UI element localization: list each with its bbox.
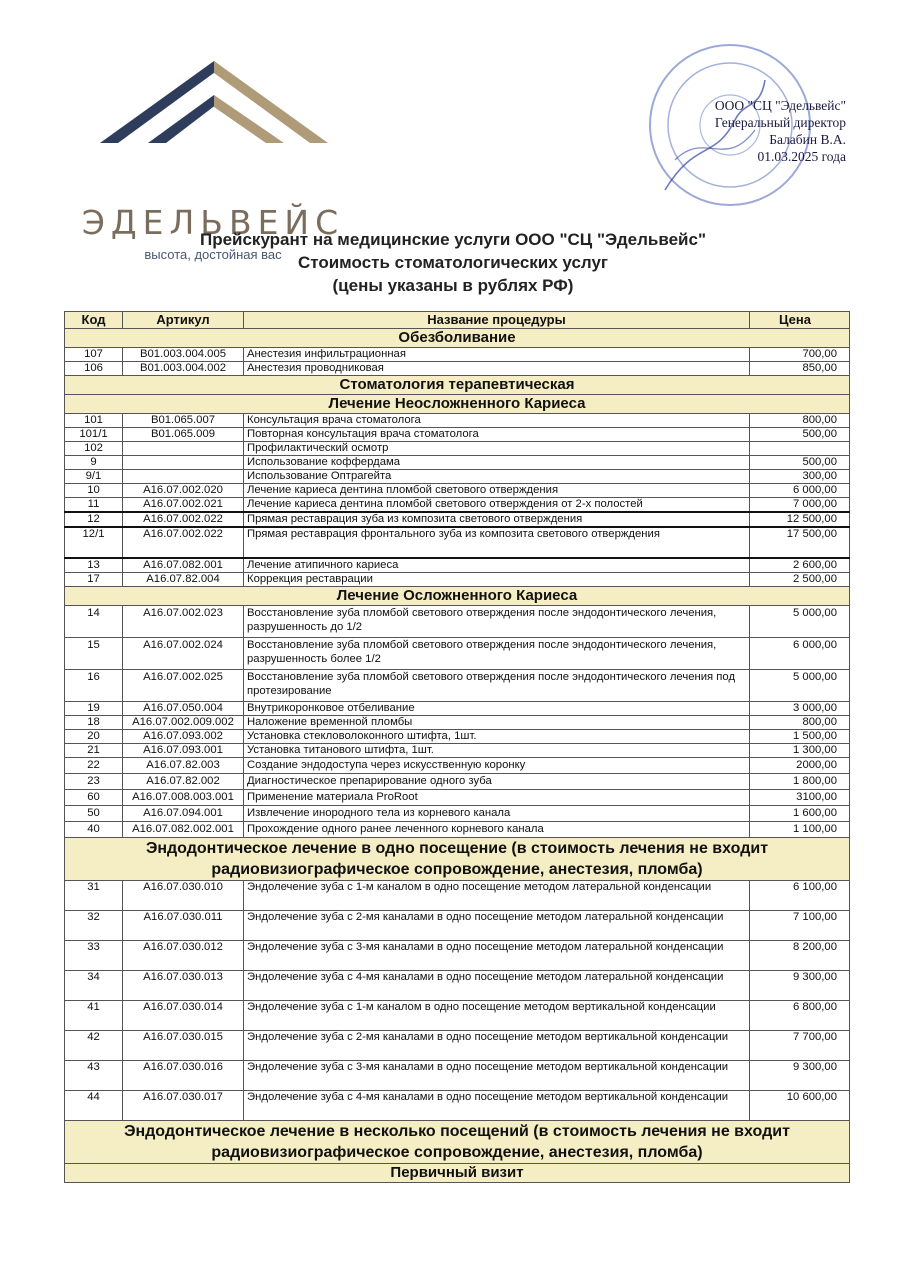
row-name: Эндолечение зуба с 1-м каналом в одно посещение методом латеральной конденсации (244, 881, 750, 911)
table-row (65, 512, 850, 527)
row-code: 19 (65, 702, 123, 716)
row-code: 18 (65, 716, 123, 730)
row-code: 17 (65, 573, 123, 587)
section-title: Эндодонтическое лечение в несколько посещений (в стоимость лечения не входит радиовизиографическое сопровождение, анестезия, пломба) (65, 1121, 850, 1164)
table-row (65, 573, 850, 587)
heading-line-2: Стоимость стоматологических услуг (297, 253, 609, 272)
row-code: 102 (65, 442, 123, 456)
table-row (65, 348, 850, 362)
section-header-row (65, 1164, 850, 1183)
row-name: Лечение кариеса дентина пломбой светового отверждения от 2-х полостей (244, 498, 750, 513)
row-article: A16.07.093.001 (123, 744, 244, 758)
row-code: 31 (65, 881, 123, 911)
table-row (65, 558, 850, 573)
row-article: A16.07.030.012 (123, 941, 244, 971)
table-row (65, 456, 850, 470)
section-header-row (65, 376, 850, 395)
row-name: Установка стекловолоконного штифта, 1шт. (244, 730, 750, 744)
section-title: Стоматология терапевтическая (65, 376, 850, 395)
section-title: Лечение Осложненного Кариеса (65, 587, 850, 606)
row-name: Внутрикоронковое отбеливание (244, 702, 750, 716)
row-name: Эндолечение зуба с 1-м каналом в одно посещение методом вертикальной конденсации (244, 1001, 750, 1031)
row-code: 13 (65, 558, 123, 573)
row-price: 17 500,00 (750, 527, 850, 558)
logo-tagline: высота, достойная вас (144, 247, 282, 262)
row-article: A16.07.093.002 (123, 730, 244, 744)
row-price: 9 300,00 (750, 971, 850, 1001)
row-code: 101/1 (65, 428, 123, 442)
row-article: A16.07.002.009.002 (123, 716, 244, 730)
row-price: 7 100,00 (750, 911, 850, 941)
row-code: 107 (65, 348, 123, 362)
section-title: Первичный визит (65, 1164, 850, 1183)
row-code: 40 (65, 822, 123, 838)
table-row (65, 484, 850, 498)
row-code: 41 (65, 1001, 123, 1031)
section-header-row (65, 1121, 850, 1164)
row-name: Анестезия проводниковая (244, 362, 750, 376)
row-article: A16.07.030.017 (123, 1091, 244, 1121)
row-name: Прямая реставрация фронтального зуба из композита светового отверждения (244, 527, 750, 558)
table-row (65, 498, 850, 513)
row-code: 22 (65, 758, 123, 774)
row-article: B01.065.007 (123, 414, 244, 428)
row-article: A16.07.030.016 (123, 1061, 244, 1091)
row-name: Эндолечение зуба с 2-мя каналами в одно посещение методом латеральной конденсации (244, 911, 750, 941)
row-name: Эндолечение зуба с 3-мя каналами в одно посещение методом вертикальной конденсации (244, 1061, 750, 1091)
table-row (65, 806, 850, 822)
row-code: 16 (65, 670, 123, 702)
row-name: Использование Оптрагейта (244, 470, 750, 484)
row-price: 5 000,00 (750, 670, 850, 702)
row-name: Применение материала ProRoot (244, 790, 750, 806)
section-title: Эндодонтическое лечение в одно посещение (в стоимость лечения не входит радиовизиографическое сопровождение, анестезия, пломба) (65, 838, 850, 881)
header-article: Артикул (123, 312, 244, 329)
table-row (65, 1031, 850, 1061)
row-article: A16.07.008.003.001 (123, 790, 244, 806)
row-price: 2 500,00 (750, 573, 850, 587)
row-article: A16.07.094.001 (123, 806, 244, 822)
row-price: 500,00 (750, 428, 850, 442)
row-name: Повторная консультация врача стоматолога (244, 428, 750, 442)
row-name: Лечение атипичного кариеса (244, 558, 750, 573)
section-header-row (65, 395, 850, 414)
table-row (65, 442, 850, 456)
row-article: A16.07.002.022 (123, 527, 244, 558)
row-code: 43 (65, 1061, 123, 1091)
row-code: 34 (65, 971, 123, 1001)
price-table-body (65, 329, 850, 1183)
table-row (65, 881, 850, 911)
table-row (65, 774, 850, 790)
row-article: A16.07.82.002 (123, 774, 244, 790)
row-article (123, 456, 244, 470)
row-price: 6 800,00 (750, 1001, 850, 1031)
row-name: Профилактический осмотр (244, 442, 750, 456)
row-code: 21 (65, 744, 123, 758)
row-article: A16.07.82.004 (123, 573, 244, 587)
row-name: Наложение временной пломбы (244, 716, 750, 730)
row-price: 6 000,00 (750, 638, 850, 670)
row-name: Использование коффердама (244, 456, 750, 470)
row-price: 8 200,00 (750, 941, 850, 971)
header-price: Цена (750, 312, 850, 329)
row-price: 5 000,00 (750, 606, 850, 638)
approval-line: Балабин В.А. (769, 132, 846, 147)
row-price: 1 300,00 (750, 744, 850, 758)
row-code: 11 (65, 498, 123, 513)
document-heading (0, 228, 906, 297)
table-header-row (65, 312, 850, 329)
section-title: Обезболивание (65, 329, 850, 348)
row-name: Установка титанового штифта, 1шт. (244, 744, 750, 758)
row-price: 6 000,00 (750, 484, 850, 498)
table-row (65, 702, 850, 716)
row-article (123, 442, 244, 456)
row-article: B01.003.004.005 (123, 348, 244, 362)
approval-line: ООО "СЦ "Эдельвейс" (714, 98, 846, 113)
table-row (65, 362, 850, 376)
row-price: 800,00 (750, 414, 850, 428)
table-row (65, 606, 850, 638)
row-name: Консультация врача стоматолога (244, 414, 750, 428)
mountain-logo-icon (96, 55, 328, 147)
row-code: 50 (65, 806, 123, 822)
approval-line: Генеральный директор (714, 115, 846, 130)
row-name: Эндолечение зуба с 4-мя каналами в одно посещение методом вертикальной конденсации (244, 1091, 750, 1121)
table-row (65, 744, 850, 758)
row-price: 300,00 (750, 470, 850, 484)
row-code: 12 (65, 512, 123, 527)
row-price: 12 500,00 (750, 512, 850, 527)
row-price: 1 800,00 (750, 774, 850, 790)
table-row (65, 414, 850, 428)
row-article: A16.07.030.014 (123, 1001, 244, 1031)
table-row (65, 1061, 850, 1091)
row-name: Восстановление зуба пломбой светового отверждения после эндодонтического лечения, разрушенность до 1/2 (244, 606, 750, 638)
row-name: Прохождение одного ранее леченного корневого канала (244, 822, 750, 838)
row-name: Восстановление зуба пломбой светового отверждения после эндодонтического лечения, разрушенность более 1/2 (244, 638, 750, 670)
row-article: A16.07.002.024 (123, 638, 244, 670)
table-row (65, 638, 850, 670)
company-logo (68, 55, 358, 262)
row-article: A16.07.002.023 (123, 606, 244, 638)
section-header-row (65, 587, 850, 606)
row-price: 6 100,00 (750, 881, 850, 911)
table-row (65, 527, 850, 558)
row-article: A16.07.030.010 (123, 881, 244, 911)
row-code: 15 (65, 638, 123, 670)
table-row (65, 716, 850, 730)
row-code: 23 (65, 774, 123, 790)
row-article: A16.07.030.011 (123, 911, 244, 941)
row-article: A16.07.082.001 (123, 558, 244, 573)
row-code: 9 (65, 456, 123, 470)
row-code: 33 (65, 941, 123, 971)
row-article: B01.065.009 (123, 428, 244, 442)
section-header-row (65, 838, 850, 881)
row-price: 7 000,00 (750, 498, 850, 513)
row-article: B01.003.004.002 (123, 362, 244, 376)
row-price: 3100,00 (750, 790, 850, 806)
table-row (65, 822, 850, 838)
table-row (65, 1091, 850, 1121)
row-article: A16.07.82.003 (123, 758, 244, 774)
row-price: 850,00 (750, 362, 850, 376)
row-code: 10 (65, 484, 123, 498)
row-code: 42 (65, 1031, 123, 1061)
table-row (65, 730, 850, 744)
heading-line-1: Прейскурант на медицинские услуги ООО "СЦ "Эдельвейс" (199, 230, 707, 249)
row-price: 7 700,00 (750, 1031, 850, 1061)
header-name: Название процедуры (244, 312, 750, 329)
row-article: A16.07.030.013 (123, 971, 244, 1001)
row-price: 1 100,00 (750, 822, 850, 838)
row-article (123, 470, 244, 484)
row-price: 3 000,00 (750, 702, 850, 716)
row-code: 14 (65, 606, 123, 638)
row-name: Диагностическое препарирование одного зуба (244, 774, 750, 790)
section-title: Лечение Неосложненного Кариеса (65, 395, 850, 414)
row-code: 101 (65, 414, 123, 428)
price-table (64, 311, 850, 1183)
table-row (65, 470, 850, 484)
row-price: 500,00 (750, 456, 850, 470)
row-code: 60 (65, 790, 123, 806)
row-name: Эндолечение зуба с 2-мя каналами в одно посещение методом вертикальной конденсации (244, 1031, 750, 1061)
table-row (65, 758, 850, 774)
row-code: 9/1 (65, 470, 123, 484)
row-price (750, 442, 850, 456)
row-code: 44 (65, 1091, 123, 1121)
header-code: Код (65, 312, 123, 329)
row-article: A16.07.002.025 (123, 670, 244, 702)
row-code: 106 (65, 362, 123, 376)
row-name: Анестезия инфильтрационная (244, 348, 750, 362)
table-row (65, 428, 850, 442)
row-price: 700,00 (750, 348, 850, 362)
row-article: A16.07.082.002.001 (123, 822, 244, 838)
table-row (65, 971, 850, 1001)
row-name: Коррекция реставрации (244, 573, 750, 587)
approval-block (715, 97, 846, 165)
row-article: A16.07.050.004 (123, 702, 244, 716)
row-price: 1 500,00 (750, 730, 850, 744)
table-row (65, 790, 850, 806)
heading-line-3: (цены указаны в рублях РФ) (332, 276, 574, 295)
row-name: Эндолечение зуба с 3-мя каналами в одно посещение методом латеральной конденсации (244, 941, 750, 971)
row-price: 800,00 (750, 716, 850, 730)
row-article: A16.07.002.020 (123, 484, 244, 498)
row-price: 9 300,00 (750, 1061, 850, 1091)
row-name: Восстановление зуба пломбой светового отверждения после эндодонтического лечения под протезирование (244, 670, 750, 702)
table-row (65, 1001, 850, 1031)
row-code: 32 (65, 911, 123, 941)
row-name: Эндолечение зуба с 4-мя каналами в одно посещение методом латеральной конденсации (244, 971, 750, 1001)
row-price: 2000,00 (750, 758, 850, 774)
row-article: A16.07.002.022 (123, 512, 244, 527)
table-row (65, 911, 850, 941)
table-row (65, 941, 850, 971)
row-price: 1 600,00 (750, 806, 850, 822)
row-name: Извлечение инородного тела из корневого канала (244, 806, 750, 822)
table-row (65, 670, 850, 702)
row-name: Лечение кариеса дентина пломбой светового отверждения (244, 484, 750, 498)
logo-wordmark: ЭДЕЛЬВЕЙС (81, 203, 345, 242)
row-code: 12/1 (65, 527, 123, 558)
row-price: 2 600,00 (750, 558, 850, 573)
row-article: A16.07.002.021 (123, 498, 244, 513)
row-article: A16.07.030.015 (123, 1031, 244, 1061)
row-price: 10 600,00 (750, 1091, 850, 1121)
row-name: Прямая реставрация зуба из композита светового отверждения (244, 512, 750, 527)
row-name: Создание эндодоступа через искусственную коронку (244, 758, 750, 774)
row-code: 20 (65, 730, 123, 744)
approval-line: 01.03.2025 года (757, 149, 846, 164)
section-header-row (65, 329, 850, 348)
